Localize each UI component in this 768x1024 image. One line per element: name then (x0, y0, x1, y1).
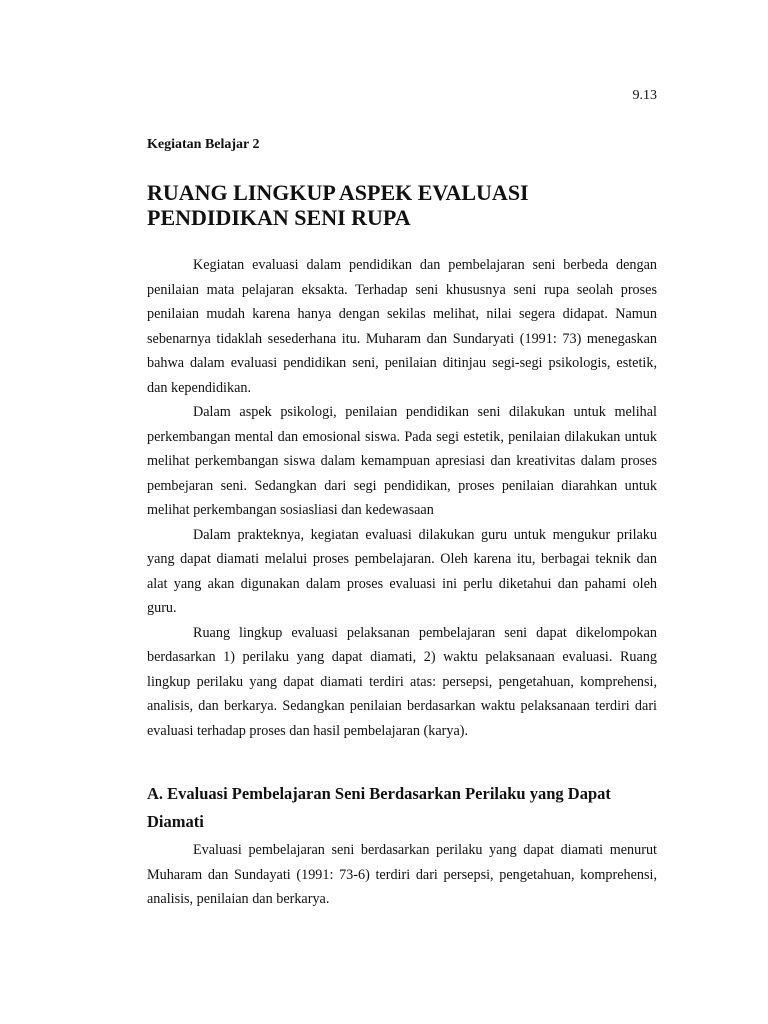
page-number: 9.13 (632, 88, 657, 103)
paragraph: Ruang lingkup evaluasi pelaksanan pembelajaran seni dapat dikelompokan berdasarkan 1) perilaku yang dapat diamati, 2) waktu pelaksanaan evaluasi. Ruang lingkup perilaku yang dapat diamati terdiri atas: persepsi, pengetahuan, komprehensi, analisis, dan berkarya. Sedangkan penilaian berdasarkan waktu pelaksanaan terdiri dari evaluasi terhadap proses dan hasil pembelajaran (karya). (147, 624, 657, 739)
paragraph: Kegiatan evaluasi dalam pendidikan dan pembelajaran seni berbeda dengan penilaian mata pelajaran eksakta. Terhadap seni khususnya seni rupa seolah proses penilaian mudah karena hanya dengan sekilas melihat, nilai segera didapat. Namun sebenarnya tidaklah sesederhana itu. Muharam dan Sundaryati (1991: 73) menegaskan bahwa dalam evaluasi pendidikan seni, penilaian ditinjau segi-segi psikologis, estetik, dan kependidikan. (147, 257, 657, 396)
section-body-text (147, 838, 657, 912)
chapter-title: RUANG LINGKUP ASPEK EVALUASI PENDIDIKAN SENI RUPA (147, 180, 529, 230)
activity-label: Kegiatan Belajar 2 (147, 137, 260, 152)
section-heading: A. Evaluasi Pembelajaran Seni Berdasarkan Perilaku yang Dapat Diamati (147, 784, 611, 831)
paragraph: Dalam aspek psikologi, penilaian pendidikan seni dilakukan untuk melihal perkembangan mental dan emosional siswa. Pada segi estetik, penilaian dilakukan untuk melihat perkembangan siswa dalam kemampuan apresiasi dan kreativitas dalam proses pembejaran seni. Sedangkan dari segi pendidikan, proses penilaian diarahkan untuk melihat perkembangan sosiasliasi dan kedewasaan (147, 404, 657, 518)
paragraph: Dalam prakteknya, kegiatan evaluasi dilakukan guru untuk mengukur prilaku yang dapat diamati melalui proses pembelajaran. Oleh karena itu, berbagai teknik dan alat yang akan digunakan dalam proses evaluasi ini perlu diketahui dan pahami oleh guru. (147, 526, 657, 616)
paragraph: Evaluasi pembelajaran seni berdasarkan perilaku yang dapat diamati menurut Muharam dan Sundayati (1991: 73-6) terdiri dari persepsi, pengetahuan, komprehensi, analisis, penilaian dan berkarya. (147, 842, 657, 907)
body-text (147, 253, 657, 743)
